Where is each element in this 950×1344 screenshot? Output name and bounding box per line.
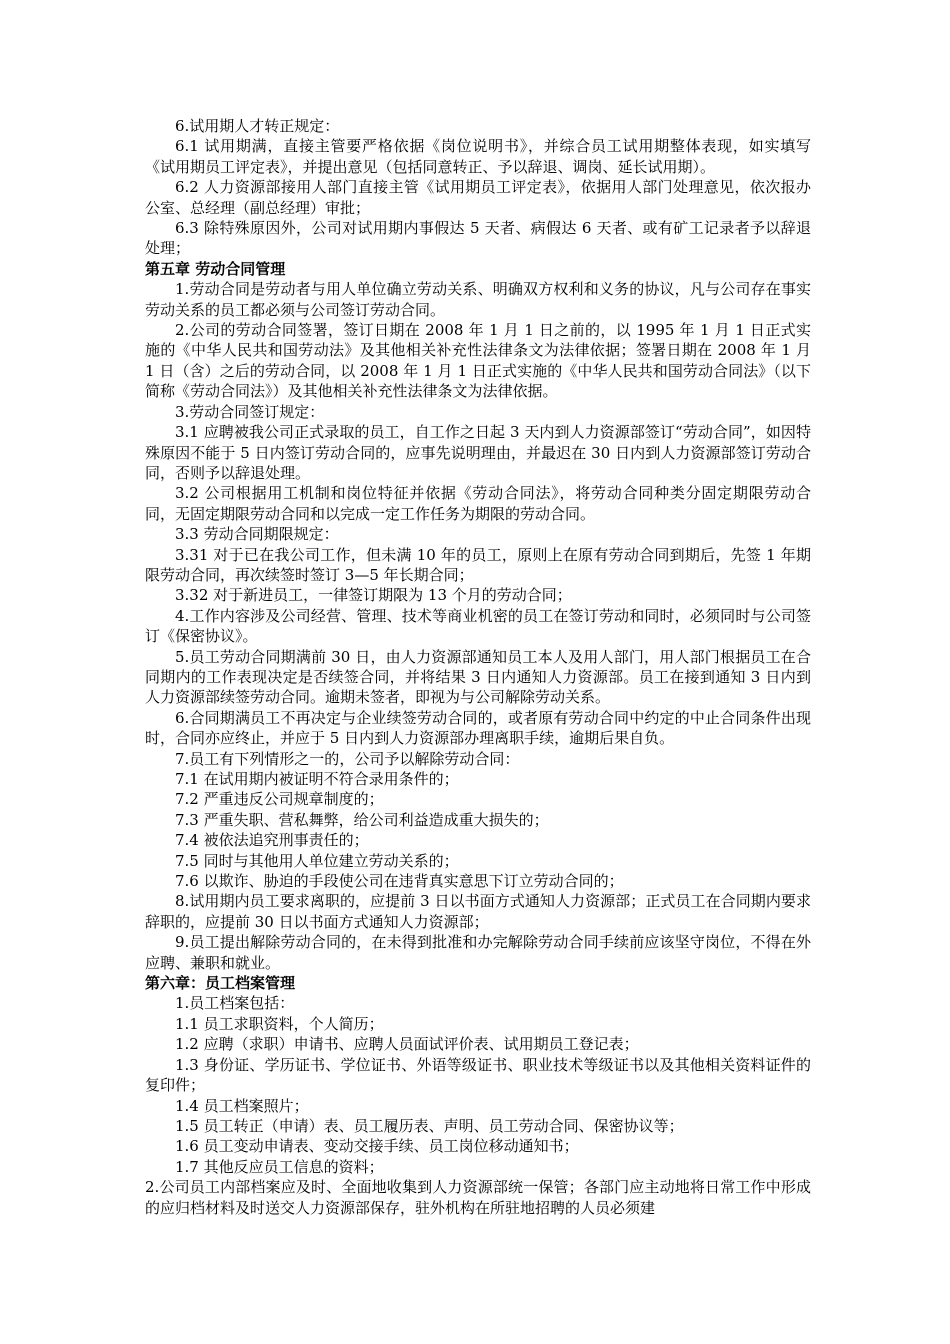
paragraph: 3.31 对于已在我公司工作，但未满 10 年的员工，原则上在原有劳动合同到期后，先签 1 年期限劳动合同，再次续签时签订 3—5 年长期合同；	[145, 545, 811, 584]
paragraph: 6.2 人力资源部接用人部门直接主管《试用期员工评定表》，依据用人部门处理意见，依次报办公室、总经理（副总经理）审批；	[145, 178, 811, 217]
paragraph: 1.4 员工档案照片；	[175, 1096, 309, 1115]
paragraph: 8.试用期内员工要求离职的，应提前 3 日以书面方式通知人力资源部；正式员工在合同期内要求辞职的，应提前 30 日以书面方式通知人力资源部；	[145, 892, 811, 931]
paragraph: 3.3 劳动合同期限规定：	[175, 525, 339, 544]
paragraph: 2.公司的劳动合同签署，签订日期在 2008 年 1 月 1 日之前的，以 1995 年 1 月 1 日正式实施的《中华人民共和国劳动法》及其他相关补充性法律条文为法律依据；签署日期在 2008 年 1 月 1 日（含）之后的劳动合同，以 2008 年 1 月 1 日正式实施的《中华人民共和国劳动合同法》（以下简称《劳动合同法》）及其他相关补充性法律条文为法律依据。	[145, 321, 811, 401]
document-body	[145, 116, 811, 1218]
paragraph: 1.劳动合同是劳动者与用人单位确立劳动关系、明确双方权利和义务的协议，凡与公司存在事实劳动关系的员工都必须与公司签订劳动合同。	[145, 280, 811, 319]
paragraph: 6.合同期满员工不再决定与企业续签劳动合同的，或者原有劳动合同中约定的中止合同条件出现时，合同亦应终止，并应于 5 日内到人力资源部办理离职手续，逾期后果自负。	[145, 708, 811, 748]
chapter-heading: 第六章：员工档案管理	[145, 974, 296, 993]
paragraph: 2.公司员工内部档案应及时、全面地收集到人力资源部统一保管；各部门应主动地将日常工作中形成的应归档材料及时送交人力资源部保存，驻外机构在所驻地招聘的人员必须建	[145, 1178, 811, 1217]
paragraph: 7.1 在试用期内被证明不符合录用条件的；	[175, 770, 459, 788]
paragraph: 4.工作内容涉及公司经营、管理、技术等商业机密的员工在签订劳动和同时，必须同时与公司签订《保密协议》。	[145, 606, 811, 646]
paragraph: 5.员工劳动合同期满前 30 日，由人力资源部通知员工本人及用人部门，用人部门根据员工在合同期内的工作表现决定是否续签合同，并将结果 3 日内通知人力资源部。员工在接到通知 3 日内到人力资源部续签劳动合同。逾期未签者，即视为与公司解除劳动关系。	[145, 647, 811, 707]
paragraph: 6.试用期人才转正规定：	[175, 117, 340, 135]
paragraph: 7.3 严重失职、营私舞弊，给公司利益造成重大损失的；	[175, 810, 549, 829]
paragraph: 1.3 身份证、学历证书、学位证书、外语等级证书、职业技术等级证书以及其他相关资料证件的复印件；	[145, 1055, 811, 1095]
paragraph: 3.1 应聘被我公司正式录取的员工，自工作之日起 3 天内到人力资源部签订“劳动合同”，如因特殊原因不能于 5 日内签订劳动合同的，应事先说明理由，并最迟在 30 日内到人力资源部签订劳动合同，否则予以辞退处理。	[145, 423, 811, 482]
paragraph: 3.32 对于新进员工，一律签订期限为 13 个月的劳动合同；	[175, 586, 572, 605]
paragraph: 9.员工提出解除劳动合同的，在未得到批准和办完解除劳动合同手续前应该坚守岗位，不得在外应聘、兼职和就业。	[145, 933, 811, 972]
paragraph: 7.员工有下列情形之一的，公司予以解除劳动合同：	[175, 749, 520, 768]
paragraph: 7.4 被依法追究刑事责任的；	[175, 831, 369, 850]
paragraph: 7.2 严重违反公司规章制度的；	[175, 790, 384, 809]
paragraph: 7.5 同时与其他用人单位建立劳动关系的；	[175, 851, 459, 870]
paragraph: 3.2 公司根据用工机制和岗位特征并依据《劳动合同法》，将劳动合同种类分固定期限劳动合同，无固定期限劳动合同和以完成一定工作任务为期限的劳动合同。	[145, 484, 811, 523]
paragraph: 1.5 员工转正（申请）表、员工履历表、声明、员工劳动合同、保密协议等；	[175, 1116, 684, 1135]
paragraph: 7.6 以欺诈、胁迫的手段使公司在违背真实意思下订立劳动合同的；	[175, 872, 624, 891]
paragraph: 1.7 其他反应员工信息的资料；	[175, 1157, 384, 1176]
chapter-heading: 第五章 劳动合同管理	[145, 259, 286, 278]
paragraph: 1.1 员工求职资料，个人简历；	[175, 1014, 384, 1033]
paragraph: 6.3 除特殊原因外，公司对试用期内事假达 5 天者、病假达 6 天者、或有矿工记录者予以辞退处理；	[145, 219, 811, 258]
paragraph: 1.2 应聘（求职）申请书、应聘人员面试评价表、试用期员工登记表；	[175, 1035, 639, 1054]
paragraph: 1.员工档案包括：	[175, 994, 295, 1013]
paragraph: 3.劳动合同签订规定：	[175, 402, 325, 421]
paragraph: 1.6 员工变动申请表、变动交接手续、员工岗位移动通知书；	[175, 1137, 579, 1156]
paragraph: 6.1 试用期满，直接主管要严格依据《岗位说明书》，并综合员工试用期整体表现，如实填写《试用期员工评定表》，并提出意见（包括同意转正、予以辞退、调岗、延长试用期）。	[145, 137, 811, 176]
